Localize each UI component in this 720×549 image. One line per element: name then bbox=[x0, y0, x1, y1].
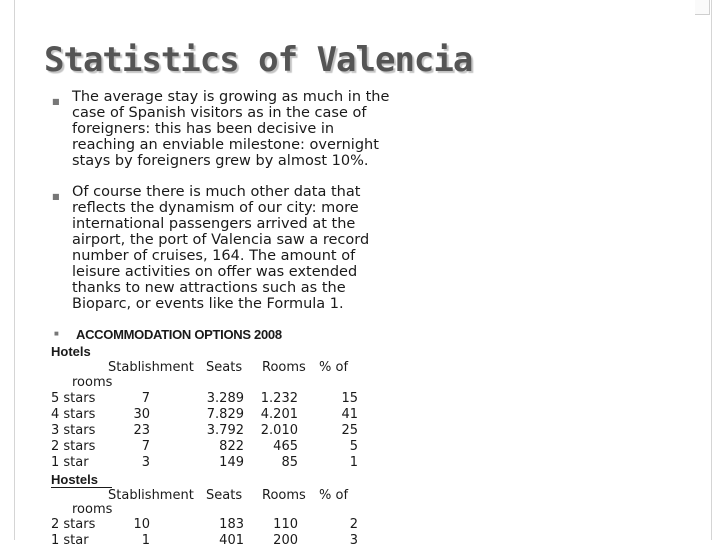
row-rooms: 85 bbox=[281, 455, 298, 470]
row-percent: 41 bbox=[341, 407, 358, 422]
row-rooms: 4.201 bbox=[260, 407, 298, 422]
row-establishments: 3 bbox=[141, 455, 150, 470]
header-percent-rooms: rooms bbox=[72, 502, 113, 517]
row-establishments: 23 bbox=[133, 423, 150, 438]
header-seats: Seats bbox=[206, 488, 243, 503]
row-rooms: 1.232 bbox=[260, 391, 298, 406]
bullet-average-stay bbox=[52, 89, 392, 169]
slide-title: Statistics of Valencia bbox=[44, 40, 473, 80]
row-category: 1 star bbox=[51, 455, 89, 470]
bullet-icon: ■ bbox=[52, 192, 60, 201]
row-rooms: 465 bbox=[273, 439, 298, 454]
bullet-text: The average stay is growing as much in the case of Spanish visitors as in the case of foreigners: this has been decisive in reaching an enviable milestone: overnight stays by foreigners grew by almost 10%. bbox=[72, 89, 390, 169]
hostels-label: Hostels bbox=[51, 472, 112, 488]
row-establishments: 30 bbox=[133, 407, 150, 422]
row-category: 2 stars bbox=[51, 517, 96, 532]
row-establishments: 7 bbox=[141, 439, 150, 454]
accommodation-heading-text: ACCOMMODATION OPTIONS 2008 bbox=[76, 327, 282, 342]
header-percent-rooms: rooms bbox=[72, 375, 113, 390]
bullet-icon: ■ bbox=[52, 97, 60, 106]
row-rooms: 200 bbox=[273, 533, 298, 548]
bullet-city-dynamism bbox=[52, 184, 392, 312]
row-percent: 5 bbox=[349, 439, 358, 454]
row-seats: 149 bbox=[219, 455, 244, 470]
row-rooms: 2.010 bbox=[260, 423, 298, 438]
row-category: 2 stars bbox=[51, 439, 96, 454]
bullet-text: Of course there is much other data that reflects the dynamism of our city: more international passengers arrived at the airport, the port of Valencia saw a record number of cruises, 164. The amount of leisure activities on offer was extended thanks to new attractions such as the Bioparc, or events like the Formula 1. bbox=[72, 184, 370, 312]
row-rooms: 110 bbox=[273, 517, 298, 532]
page-corner bbox=[695, 0, 710, 15]
accommodation-heading bbox=[54, 327, 282, 342]
row-percent: 2 bbox=[349, 517, 358, 532]
header-stablishment: Stablishment bbox=[108, 360, 194, 375]
header-rooms: Rooms bbox=[262, 488, 306, 503]
row-seats: 183 bbox=[219, 517, 244, 532]
bullet-icon: ■ bbox=[54, 329, 59, 338]
hotels-label: Hotels bbox=[51, 344, 91, 359]
row-seats: 3.792 bbox=[206, 423, 244, 438]
row-seats: 7.829 bbox=[206, 407, 244, 422]
header-percent: % of bbox=[319, 360, 349, 375]
row-percent: 3 bbox=[349, 533, 358, 548]
row-category: 4 stars bbox=[51, 407, 96, 422]
row-category: 3 stars bbox=[51, 423, 96, 438]
row-category: 1 star bbox=[51, 533, 89, 548]
row-percent: 15 bbox=[341, 391, 358, 406]
row-percent: 1 bbox=[349, 455, 358, 470]
row-percent: 25 bbox=[341, 423, 358, 438]
row-establishments: 1 bbox=[141, 533, 150, 548]
header-percent: % of bbox=[319, 488, 349, 503]
row-category: 5 stars bbox=[51, 391, 96, 406]
header-rooms: Rooms bbox=[262, 360, 306, 375]
row-seats: 3.289 bbox=[206, 391, 244, 406]
row-seats: 401 bbox=[219, 533, 244, 548]
row-establishments: 7 bbox=[141, 391, 150, 406]
header-stablishment: Stablishment bbox=[108, 488, 194, 503]
row-seats: 822 bbox=[219, 439, 244, 454]
row-establishments: 10 bbox=[133, 517, 150, 532]
header-seats: Seats bbox=[206, 360, 243, 375]
